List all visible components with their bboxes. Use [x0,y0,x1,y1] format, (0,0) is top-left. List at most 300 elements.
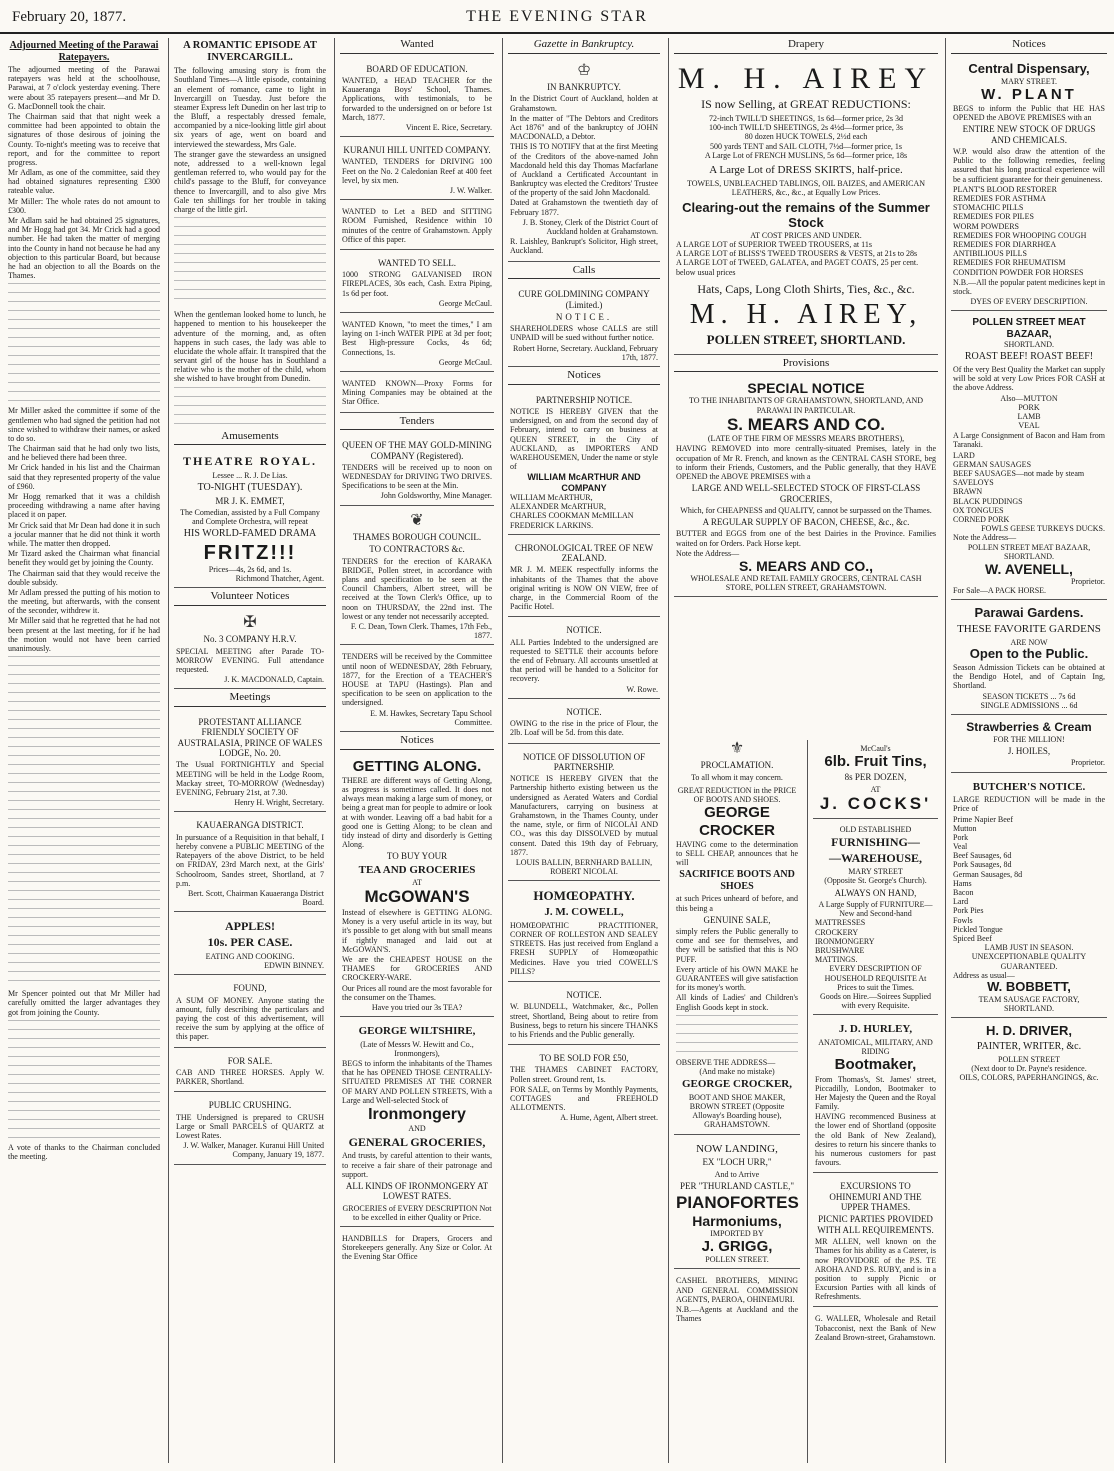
ad-line: German Sausages, 8d [953,869,1023,879]
ad-heading: Central Dispensary, [968,60,1090,76]
ad-handbills [340,1229,494,1267]
ad-text: Hats, Caps, Long Cloth Shirts, Ties, &c., &c. [697,281,915,296]
ad-text: ALEXANDER McARTHUR, [510,502,606,512]
ad-text: And to Arrive [714,1169,760,1179]
ad-text: John Goldsworthy, Mine Manager. [380,491,492,501]
ad-partnership [508,389,660,535]
section-header-amusements: Amusements [174,430,326,446]
column-6 [809,740,942,1463]
paragraph: Mr Spencer pointed out that Mr Miller had carefully omitted the larger advantages they got from joining the County. [8,989,160,1017]
text-block [174,217,326,307]
ad-text: HOMŒOPATHIC PRACTITIONER, CORNER OF ROLLESTON AND SEALEY STREETS. Has just received from England a FRESH SUPPLY of Homœopathic Medicines. Have you tried COWELL'S PILLS? [510,920,658,976]
ad-text: LARGE AND WELL-SELECTED STOCK OF FIRST-CLASS GROCERIES, [691,483,921,504]
ad-text: From Thomas's, St. James' street, Piccadilly, London, Bootmaker to Her Majesty the Queen and the Royal Family. [815,1074,936,1112]
ad-meat-bazaar [951,313,1107,600]
ad-text: 8s PER DOZEN, [844,772,907,783]
ad-heading: CHRONOLOGICAL TREE OF NEW ZEALAND. [514,542,654,564]
text-block [676,1015,798,1055]
ad-text: Dated at Grahamstown the twentieth day of February 1877. [510,198,658,217]
ad-text: PER "THURLAND CASTLE," [679,1180,795,1191]
ad-bed-room [340,202,494,250]
ad-text: WANTED Known, "to meet the times," I am laying on 1-inch WATER PIPE at 3d per foot; Best High-pressure Cocks, 4s 6d; Connections, 1s. [342,320,492,357]
ad-line: Spiced Beef [953,933,992,943]
ad-heading: FURNISHING— [831,834,920,849]
ad-text: A Large Supply of FURNITURE—New and Second-hand [818,900,933,919]
ad-heading: S. MEARS AND CO., [738,558,874,574]
ad-text: HIS WORLD-FAMED DRAMA [183,528,317,540]
ad-dissolution [508,746,660,882]
ad-heading: IN BANKRUPTCY. [547,82,621,93]
ad-cabinet-factory [508,1047,660,1126]
ad-heading: KURANUI HILL UNITED COMPANY. [343,145,491,156]
ad-text: POLLEN STREET, SHORTLAND. [706,331,906,347]
crest-icon: ❦ [410,511,424,529]
section-header-gazette: Gazette in Bankruptcy. [508,38,660,54]
ad-text: ROAST BEEF! ROAST BEEF! [964,351,1094,363]
ad-text: Our Prices all round are the most favorable for the consumer on the Thames. [342,983,492,1002]
ad-line: Lard [953,897,969,907]
ad-text: J. W. Walker, Manager. Kuranui Hill United Company, January 19, 1877. [183,1141,324,1160]
ad-text: SEASON TICKETS ... 7s 6d [982,691,1076,701]
ad-heading: GENERAL GROCERIES, [348,1134,486,1149]
ad-heading: GEORGE CROCKER [699,804,775,839]
ad-text: J. W. Walker. [449,186,492,196]
ad-text: W.P. would also draw the attention of the Public to the following remedies, feeling assured that his long practical experience will be a sufficient guarantee for their genuineness. [953,147,1105,184]
article-body [8,65,160,1161]
ad-line: GERMAN SAUSAGES [953,459,1032,469]
column-5b [670,740,804,1463]
ad-text: NOTICE IS HEREBY GIVEN that the Partnership hitherto existing between us the undersigned as Aerated Waters and Cordial Manufacturers, carrying on business at Grahamstown, in the Thames County, under the name, style, or firm of NICOLAI AND CO., was this day DISSOLVED by mutual consent. Dated this 19th day of February, 1877. [510,774,658,857]
ad-found [174,977,326,1047]
ad-blundell [508,984,660,1045]
ad-text: We are the CHEAPEST HOUSE on the THAMES for GROCERIES AND CROCKERY-WARE. [342,954,492,983]
ad-text: W. BLUNDELL, Watchmaker, &c., Pollen street, Shortland, Being about to retire from Business, begs to return his sincere THANKS to his Friends and the Public generally. [510,1002,658,1039]
ad-text: LARGE REDUCTION will be made in the Price of [953,795,1105,814]
ad-text: In the District Court of Auckland, holden at Grahamstown. [510,94,658,113]
ad-line: Pickled Tongue [953,924,1003,934]
ad-text: MR J. M. MEEK respectfully informs the inhabitants of the Thames that the above original writing is NOW ON VIEW, free of charge, in the Commercial Room of the Pacific Hotel. [510,565,658,612]
text-block [8,656,160,986]
paragraph: The Chairman said that he had only two lists, and he believed there had been three. [8,444,160,463]
ad-text: OBSERVE THE ADDRESS— [676,1057,776,1067]
ad-heading: BOARD OF EDUCATION. [366,63,468,74]
ad-heading: J. D. HURLEY, [838,1023,913,1036]
ad-line: LAMB [1017,411,1041,421]
ad-text: CORNED PORK [953,514,1010,524]
ad-text: ARE NOW [1010,637,1048,647]
ad-heading: W. BOBBETT, [987,978,1071,994]
ad-text: R. Laishley, Bankrupt's Solicitor, High street, Auckland. [510,237,658,256]
ad-text: Every article of his OWN MAKE he GUARANTEES will give satisfaction for its money's worth. [676,964,798,993]
ad-text: N.B.—Agents at Auckland and the Thames [676,1304,798,1324]
ad-text: To all whom it may concern. [691,772,783,782]
ad-heading: H. D. DRIVER, [986,1023,1072,1039]
ad-line: BEEF SAUSAGES—not made by steam [953,469,1085,479]
ad-line: 100-inch TWILL'D SHEETINGS, 2s 4½d—former price, 3s [709,123,903,133]
ad-text: The Comedian, assisted by a Full Company and Complete Orchestra, will repeat [180,508,320,527]
ad-text: MR J. K. EMMET, [215,495,285,506]
ad-heading: NOTICE OF DISSOLUTION OF PARTNERSHIP. [522,751,646,772]
ad-text: AT [412,878,422,888]
ad-text: McCaul's [860,744,891,753]
ad-line: Pork Sausages, 8d [953,860,1012,870]
ad-heading: THEATRE ROYAL. [182,454,318,469]
ad-heading: M. H. AIREY, [689,298,923,330]
ad-text: WANTED, a HEAD TEACHER for the Kauaeranga Boys' School, Thames. Applications, with testimonials, to be forwarded to the undersigned on or before 1st March, 1877. [342,75,492,122]
ad-heading: QUEEN OF THE MAY GOLD-MINING COMPANY (Registered). [342,440,492,461]
ad-text: W. Rowe. [626,684,658,694]
column-4 [504,38,664,1463]
ad-text: FREDERICK LARKINS. [510,520,594,530]
ad-text: 10s. PER CASE. [207,935,293,950]
ad-text: NOW LANDING, [696,1142,778,1155]
ad-wiltshire [340,1019,494,1227]
ad-text: (Next door to Dr. Payne's residence. [971,1063,1087,1073]
ad-protestant-alliance [174,711,326,812]
ad-text: TOWELS, UNBLEACHED TABLINGS, OIL BAIZES, and AMERICAN LEATHERS, &c., &c., at Equally Low Prices. [686,178,926,197]
paragraph: Mr Crick said that Mr Dean had done it in such a jocular manner that he did not think it worth while. The matter then dropped. [8,520,160,548]
ad-heading: Ironmongery [368,1106,466,1124]
ad-text: J. HOILES, [1007,745,1051,756]
ad-heading: PROTESTANT ALLIANCE FRIENDLY SOCIETY OF AUSTRALASIA, PRINCE OF WALES LODGE, No. 20. [177,717,323,759]
ad-excursions [813,1175,938,1307]
ad-text: THESE FAVORITE GARDENS [957,623,1101,636]
ad-text: TEAM SAUSAGE FACTORY, [978,994,1080,1004]
ad-line: A LARGE LOT of SUPERIOR TWEED TROUSERS, at 11s [676,239,872,249]
ad-heading: TO BE SOLD FOR £50, [539,1053,629,1064]
ad-text: SACRIFICE BOOTS AND SHOES [679,869,795,892]
ad-text: THERE are different ways of Getting Along, as progress is sometimes called. It does not always mean making a large sum of money, or being a great man for people to admire or look at with wonder. Leaving off a bad habit for a good one is Getting Along; to be clean and tidy instead of dirty and disorderly is Getting Along. [342,775,492,850]
ad-text: IMPORTED BY [710,1228,764,1238]
ad-heading: J. COCKS' [819,793,932,813]
ad-text: GREAT REDUCTION in the PRICE OF BOOTS AND SHOES. [677,785,797,805]
section-header-drapery: Drapery [674,38,938,54]
paragraph: Mr Miller asked the committee if some of the gentlemen who had signed the petition had not since wished to withdraw their names, or asked to do so. [8,406,160,443]
ad-text: DYES OF EVERY DESCRIPTION. [970,297,1088,307]
paragraph: Mr Miller said that he regretted that he had not been present at the last meeting, for if he had the motion would not have been carried unanimously. [8,616,160,653]
article-title: A ROMANTIC EPISODE AT INVERCARGILL. [183,40,317,64]
ad-line: MATTINGS. [815,955,858,965]
ad-heading: NOTICE. [566,706,602,717]
ad-text: THE THAMES CABINET FACTORY, Pollen street. Ground rent, 1s. [510,1065,658,1084]
text-block [8,1020,160,1140]
ad-text: HANDBILLS for Drapers, Grocers and Storekeepers generally. Any Size or Color. At the Evening Star Office [342,1234,492,1262]
ad-line: IRONMONGERY [815,936,875,946]
ad-heading: M. H. AIREY [677,61,935,95]
ad-text: MARY STREET. [1000,76,1057,86]
section-header-volunteer: Volunteer Notices [174,590,326,606]
ad-heading: Strawberries & Cream [966,720,1092,734]
ad-text: J. B. Stoney, Clerk of the District Court of Auckland holden at Grahamstown. [522,217,658,236]
ad-cashel [674,1271,800,1328]
ad-line: Pork [953,832,969,842]
ad-line: 80 dozen HUCK TOWELS, 2½d each [744,132,868,142]
ad-line: Bacon [953,888,974,898]
text-block [8,283,160,403]
ad-text: EATING AND COOKING. [205,951,295,961]
ad-text: LAMB JUST IN SEASON. [984,943,1074,953]
ad-heading: PIANOFORTES [676,1193,799,1213]
ad-heading: POLLEN STREET MEAT BAZAAR, [972,317,1086,340]
ad-heading: HOMŒOPATHY. [533,888,635,904]
ad-george-crocker [674,782,800,1135]
ad-text: EVERY DESCRIPTION OF HOUSEHOLD REQUISITE At Prices to suit the Times. [824,964,927,992]
ad-text: AND [408,1124,426,1134]
ad-text: Prices—4s, 2s 6d, and 1s. [208,564,292,574]
ad-text: OWING to the rise in the price of Flour, the 2lb. Loaf will be 5d. from this date. [510,719,658,738]
section-header-wanted: Wanted [340,38,494,54]
paragraph: The Chairman said that that night week a committee had been appointed to obtain the signatures of those desirous of joining the County. To-night's meeting was to receive that report, and for the committee to report progress. [8,111,160,167]
ad-heading: APPLES! [224,919,275,934]
ad-line: OX TONGUES [953,505,1004,515]
ad-text: FOR SALE, on Terms by Monthly Payments, COTTAGES and FREEHOLD ALLOTMENTS. [510,1084,658,1113]
newspaper-title: THE EVENING STAR [466,8,648,25]
column-5 [670,38,942,738]
ad-text: OLD ESTABLISHED [839,824,912,834]
ad-text: In the matter of "The Debtors and Creditors Act 1876" and of the bankruptcy of JOHN MACDONALD, a Debtor. [510,113,658,142]
ad-thames-borough [340,508,494,646]
paragraph: Mr Adlam said he had obtained 25 signatures, and Mr Hogg had got 34. Mr Crick had a good number. He had taken the matter of merging into the County in hand not because he had any objection to this particular Board, but because he had an objection to all the Boards on the Thames. [8,216,160,281]
ad-heading: W. AVENELL, [985,560,1073,577]
ad-text: UNEXCEPTIONABLE QUALITY GUARANTEED. [971,952,1087,971]
ad-heading: W. PLANT [981,85,1077,103]
ad-text: ALL Parties Indebted to the undersigned are requested to SETTLE their accounts before the end of February. All accounts unsettled at that period will be handed to a Solicitor for recovery. [510,637,658,684]
ad-heading: GEORGE CROCKER, [681,1078,792,1091]
ad-heading: J. GRIGG, [701,1237,773,1255]
ad-grigg [674,1137,800,1270]
paragraph: When the gentleman looked home to lunch, he happened to mention to his housekeeper the adventure of the morning, and, as often happens in such cases, the lady was able to elucidate the whole affair. It transpired that the servant girl of the house has in Southland a relative who is the mother of the child, whom she wished to have brought from Dunedin. [174,310,326,384]
ad-text: GROCERIES of EVERY DESCRIPTION Not to be excelled in either Quality or Price. [342,1203,492,1222]
ad-text: TENDERS will be received up to noon on WEDNESDAY for DRIVING TWO DRIVES. Specifications to be seen at the Min. [342,462,492,491]
ad-heading: Harmoniums, [692,1212,782,1229]
ad-heading: PARTNERSHIP NOTICE. [535,394,633,405]
ad-heading: KAUAERANGA DISTRICT. [196,820,304,831]
ad-line: CONDITION POWDER FOR HORSES [953,267,1084,277]
ad-text: BEGS to inform the inhabitants of the Thames that he has OPENED THOSE CENTRALLY-SITUATED PREMISES AT THE CORNER OF MARY AND POLLEN STREETS, With a Large and Well-selected Stock of [342,1059,492,1105]
ad-text: WANTED KNOWN—Proxy Forms for Mining Companies may be obtained at the Star Office. [342,378,492,407]
ad-text: THIS IS TO NOTIFY that at the first Meeting of the Creditors of the above-named John Macdonald held this day Thomas Macfarlane of Auckland a Certificated Accountant in Bankruptcy was elected the Creditors' Trustee of the property of the said John Macdonald. [510,142,658,198]
ad-heading: FRITZ!!! [203,541,297,564]
ad-text: Note the Address— [676,548,740,558]
ad-text: A SUM OF MONEY. Anyone stating the amount, fully describing the particulars and paying the cost of this advertisement, will receive the sum by applying at the office of this paper. [176,995,324,1042]
ad-central-dispensary [951,58,1107,312]
ad-tapu-school [340,647,494,732]
ad-text: TEA AND GROCERIES [358,863,476,876]
ad-heading: FOUND, [233,983,267,994]
crest-icon: ♔ [576,61,592,79]
ad-text: POLLEN STREET. [705,1255,769,1265]
ad-line: Beef Sausages, 6d [953,851,1012,861]
paragraph: Mr Hogg remarked that it was a childish proceeding withdrawing a name after having placed it on paper. [8,492,160,520]
ad-text: SPECIAL MEETING after Parade TO-MORROW EVENING. Full attendance requested. [176,646,324,675]
ad-kuranui [340,139,494,200]
ad-text: HAVING recommenced Business at the lower end of Shortland (opposite the old Bank of New Zealand), desires to return his sincere thanks to his numerous customers for past favours. [815,1112,936,1168]
ad-bankruptcy [508,58,660,262]
ad-line: BRAWN [953,487,983,497]
ad-text: FOR THE MILLION! [993,734,1065,744]
ad-text: HAVING come to the determination to SELL CHEAP, announces that he will [676,839,798,868]
ad-notice-flour [508,701,660,744]
ad-text: 1000 STRONG GALVANISED IRON FIREPLACES, 30s each, Cash. Extra Piping, 1s 6d per foot. [342,270,492,298]
ad-text: TO-NIGHT (TUESDAY). [197,482,303,494]
ad-text: Of the very Best Quality the Market can supply will be sold at very Low Prices FOR CASH at the above Address. [953,364,1105,393]
ad-line: 500 yards TENT and SAIL CLOTH, 7½d—former price, 1s [709,141,903,151]
ad-line: Fowls [953,915,973,925]
ad-heading: WANTED TO SELL. [378,257,456,268]
ad-text: A Large Lot of DRESS SKIRTS, half-price. [709,163,903,176]
ad-text: (And make no mistake) [699,1066,775,1076]
ad-text: LOUIS BALLIN, BERNHARD BALLIN, ROBERT NICOLAI. [515,857,653,877]
ad-heading: Open to the Public. [969,646,1089,662]
ad-heading: NOTICE. [566,989,602,1000]
ad-text: THE Undersigned is prepared to CRUSH Large or Small PARCELS of QUARTZ at Lowest Rates. [176,1112,324,1140]
ad-wanted-to-sell [340,252,494,313]
ad-line: BRUSHWARE [815,945,865,955]
ad-text: simply refers the Public generally to come and see for themselves, and they will be satisfied that this is NO PUFF. [676,927,798,964]
ad-mears [674,376,938,597]
ad-queen-of-the-may [340,434,494,505]
ad-text: AT [870,784,881,794]
ad-text: Have you tried our 3s TEA? [371,1002,463,1012]
ad-airey [674,58,938,355]
ad-heading: 6lb. Fruit Tins, [824,753,927,771]
ad-waller [813,1309,938,1347]
ad-line: Veal [953,842,968,852]
ad-heading: FOR SALE. [227,1055,273,1066]
paragraph: Mr Adlam, as one of the committee, said they had obtained signatures representing £300 rateable value. [8,168,160,196]
ad-public-crushing [174,1094,326,1164]
ad-kauaeranga [174,814,326,912]
ad-line: Hams [953,878,972,888]
ad-text: NOTICE IS HEREBY GIVEN that the undersigned, on and from the second day of February, intend to carry on business at QUEEN STREET, in the City of AUCKLAND, as IMPORTERS AND WAREHOUSEMEN, Under the name or style of [510,406,658,472]
ad-heading: —WAREHOUSE, [828,850,923,865]
ad-heading: Bootmaker, [834,1056,917,1074]
ad-text: A. Hume, Agent, Albert street. [560,1113,658,1123]
ad-text: WANTED, TENDERS for DRIVING 100 Feet on the No. 2 Caledonian Reef at 400 feet level, by six men. [342,157,492,185]
ad-text: HAVING REMOVED into more centrally-situated Premises, lately in the occupation of Mr R. French, and known as the CENTRAL CASH STORE, beg to inform their Friends, Customers, and the Public generally, that they HAVE OPENED the ABOVE PREMISES with a [676,444,936,482]
ad-line: SAVELOYS [953,478,994,488]
ad-line: STOMACHIC PILLS [953,203,1024,213]
ad-text: ENTIRE NEW STOCK OF DRUGS AND CHEMICALS. [962,124,1096,145]
ad-line: MATTRESSES [815,918,866,928]
ad-text: IS now Selling, at GREAT REDUCTIONS: [701,97,911,112]
ad-text: ALL KINDS OF IRONMONGERY AT LOWEST RATES. [345,1180,489,1202]
ad-text: WANTED to Let a BED and SITTING ROOM Furnished, Residence within 10 minutes of the centre of Grahamstown. Apply Office of this paper. [342,207,492,244]
paragraph: Mr Crick handed in his list and the Chairman said that they represented property of the value of £960. [8,463,160,491]
ad-text: TO BUY YOUR [386,851,448,862]
paragraph: Mr Miller: The whole rates do not amount to £300. [8,196,160,215]
ad-heading: CURE GOLDMINING COMPANY (Limited.) [518,289,650,310]
ad-chronological-tree [508,537,660,618]
newspaper-header [0,0,1114,34]
ad-text: Proprietor. [1071,758,1105,768]
ad-line: WORM POWDERS [953,221,1020,231]
ad-parawai-gardens [951,602,1107,715]
crest-icon: ✠ [243,613,257,631]
ad-text: PAINTER, WRITER, &c. [976,1041,1082,1053]
ad-text: (LATE OF THE FIRM OF MESSRS MEARS BROTHERS), [707,434,905,444]
ad-heading: McGOWAN'S [364,887,470,907]
ad-heading: BUTCHER'S NOTICE. [972,780,1086,793]
ad-text: GENUINE SALE, [703,914,771,925]
ad-heading: PROCLAMATION. [700,760,774,771]
ad-text: TO THE INHABITANTS OF GRAHAMSTOWN, SHORTLAND, AND PARAWAI IN PARTICULAR. [689,396,923,415]
ad-text: AT COST PRICES AND UNDER. [750,230,862,240]
ad-text: BEGS to inform the Public that HE HAS OPENED the ABOVE PREMISES with an [953,104,1105,123]
ad-text: No. 3 COMPANY H.R.V. [203,634,297,645]
paragraph: The stranger gave the stewardess an unsigned note, addressed to a well-known legal gentleman referred to, who would pay for the child's passage to the Bluff, for conveyance thence to Invercargill, and to also give Mrs Gale ten shillings for her trouble in taking charge of the little girl. [174,149,326,214]
ad-text: And trusts, by careful attention to their wants, to receive a fair share of their patronage and support. [342,1151,492,1179]
section-header-calls: Calls [508,264,660,280]
ad-board-of-education [340,58,494,137]
ad-text: SHAREHOLDERS whose CALLS are still UNPAID will be sued without further notice. [510,324,658,343]
ad-line: 72-inch TWILL'D SHEETINGS, 1s 6d—former price, 2s 3d [709,113,903,123]
ad-fruit-tins [813,740,938,819]
crest-icon: ⚜ [729,740,745,757]
ad-text: BUTTER and EGGS from one of the best Dairies in the Province. Families waited on for Orders. Pack Horse kept. [676,529,936,548]
ad-text: Robert Horne, Secretary. Auckland, February 17th, 1877. [513,343,658,362]
ad-text: WHOLESALE AND RETAIL FAMILY GROCERS, CENTRAL CASH STORE, POLLEN STREET, GRAHAMSTOWN. [690,574,922,593]
article-title: Adjourned Meeting of the Parawai Ratepayers. [9,40,159,63]
ad-text: Goods on Hire.—Soirees Supplied with every Requisite. [819,991,932,1011]
ad-text: TENDERS will be received by the Committee until noon of WEDNESDAY, 28th February, 1877, for the Erection of a TEACHER'S HOUSE at TAPU (Hastings). Plan and specification to be seen on application to the undersigned. [342,652,492,708]
paragraph: Mr Adlam pressed the putting of his motion to the meeting, but afterwards, with the consent of the seconder, withdrew it. [8,587,160,616]
ad-line: VEAL [1018,421,1040,431]
ad-text: J. K. MACDONALD, Captain. [224,675,324,685]
ad-text: Richmond Thatcher, Agent. [235,574,324,584]
ad-text: (Opposite St. George's Church). [824,876,927,886]
paragraph: The Chairman said that they would receive the double subsidy. [8,568,160,587]
ad-text: SINGLE ADMISSIONS ... 6d [980,700,1078,710]
paragraph: Mr Tizard asked the Chairman what financial benefit they would get by joining the County. [8,549,160,568]
text-block [174,387,326,427]
ad-line: REMEDIES FOR DIARRHŒA [953,239,1057,249]
paragraph: The following amusing story is from the Southland Times—A little episode, containing an element of romance, came to light in Invercargill on Tuesday. Just before the steamer Express left Dunedin on her last trip to the Bluff, a respectably dressed female, accompanied by a nice-looking little girl about six years of age, went on board and interviewed the stewardess, Mrs Gale. [174,66,326,149]
ad-text: WILLIAM McARTHUR, [510,492,593,502]
ad-text: MR ALLEN, well known on the Thames for his ability as a Caterer, is now PROVIDORE of the P.S. TE AROHA AND P.S. RUBY, and is in a position to supply Picnic or Excursion Parties with all kinds of Refreshments. [815,1237,936,1302]
column-7 [947,38,1111,1463]
ad-text: (Late of Messrs W. Hewitt and Co., Ironmongers), [360,1039,474,1058]
ad-text: Henry H. Wright, Secretary. [234,798,324,808]
ad-text: SHORTLAND. [1004,340,1054,350]
ad-text: Bert. Scott, Chairman Kauaeranga District Board. [188,888,324,908]
ad-text: Which, for CHEAPNESS and QUALITY, cannot be surpassed on the Thames. [680,505,932,515]
ad-text: Vincent E. Rice, Secretary. [405,122,492,132]
ad-text: Instead of elsewhere is GETTING ALONG. Money is a very useful article in its way, but it's possible to get along with but small means if rightly managed and laid out at McGOWAN'S. [342,908,492,954]
ad-line: Also—MUTTON [1000,393,1058,403]
ad-line: REMEDIES FOR RHEUMATISM [953,258,1066,268]
ad-text: EX "LOCH URR," [702,1157,772,1168]
ad-text: The Usual FORTNIGHTLY and Special MEETING will be held in the Lodge Room, Mackay street, TO-MORROW (Wednesday) EVENING, February 21st, at 7.30. [176,760,324,798]
ad-heading: SPECIAL NOTICE [747,380,865,397]
ad-text: ANATOMICAL, MILITARY, AND RIDING [818,1037,933,1057]
ad-heading: Parawai Gardens. [974,605,1084,621]
ad-heading: WILLIAM McARTHUR AND COMPANY [527,472,641,493]
ad-text: George McCaul. [438,298,492,308]
ad-line: REMEDIES FOR PILES [953,212,1034,222]
ad-text: NOTICE. [555,311,613,322]
ad-line: REMEDIES FOR ASTHMA [953,194,1046,204]
ad-line: BLACK PUDDINGS [953,496,1023,506]
column-3 [336,38,498,1463]
ad-text: A REGULAR SUPPLY OF BACON, CHEESE, &c., &c. [702,517,910,528]
ad-line: REMEDIES FOR WHOOPING COUGH [953,230,1087,240]
section-header-provisions: Provisions [674,357,938,373]
ad-heading: S. MEARS AND CO. [726,414,886,434]
ad-text: FOWLS GEESE TURKEYS DUCKS. [981,524,1105,534]
ad-apples [174,914,326,975]
column-2 [170,38,330,1463]
